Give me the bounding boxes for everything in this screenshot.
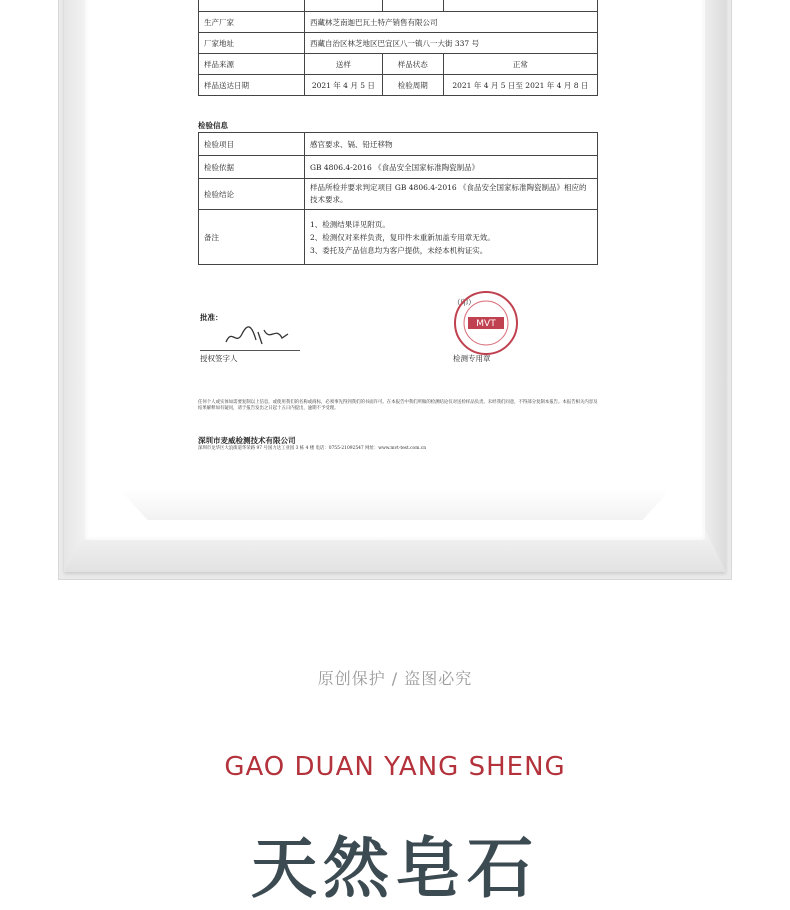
remark-line: 1、检测结果详见附页。 [310, 219, 390, 229]
sample-info-table [198, 0, 598, 96]
inspection-info-table [198, 132, 598, 265]
table-row [199, 156, 598, 179]
table-row [199, 54, 598, 75]
table-row [199, 0, 598, 12]
table-cell [382, 0, 443, 12]
table-row [199, 75, 598, 96]
table-cell: GB 4806.4-2016 《食品安全国家标准陶瓷制品》 [305, 156, 598, 179]
table-cell: 感官要求、镉、铅迁移物 [305, 133, 598, 156]
table-cell: 2021 年 4 月 5 日至 2021 年 4 月 8 日 [443, 75, 597, 96]
handwritten-signature [222, 320, 292, 350]
remark-line: 2、检测仅对来样负责，复印件未重新加盖专用章无效。 [310, 232, 495, 242]
table-cell: 检验项目 [199, 133, 305, 156]
table-row [199, 179, 598, 210]
table-cell: 样品状态 [382, 54, 443, 75]
table-cell: 样品送达日期 [199, 75, 305, 96]
table-cell: 检验依据 [199, 156, 305, 179]
table-cell: 2021 年 4 月 5 日 [305, 75, 383, 96]
table-cell: 送样 [305, 54, 383, 75]
table-cell [305, 0, 383, 12]
table-cell: 检验结论 [199, 179, 305, 210]
stamp-top-label: （印） [453, 298, 476, 307]
official-seal [446, 290, 526, 360]
fine-print: 任何个人或实体如需要复制以上信息，或使用我们的名称或商标，必须事先得到我们的书面许可。在本报告中我们所做的检测结论仅对送检样品负责。未经我们同意，不得部分复制本报告。本报告相关内容及结果解释如有疑问，请于报告发出之日起十五日内提出，逾期不予受理。 [198, 400, 598, 411]
table-cell [443, 0, 597, 12]
table-row [199, 12, 598, 33]
section-title: 检验信息 [198, 121, 228, 130]
table-cell: 西藏自治区林芝地区巴宜区八一镇八一大街 337 号 [305, 33, 598, 54]
table-cell: 样品所检并要求判定项目 GB 4806.4-2016 《食品安全国家标准陶瓷制品》相应的技术要求。 [305, 179, 598, 210]
table-row [199, 33, 598, 54]
table-row [199, 210, 598, 265]
page-title: 天然皂石 [251, 829, 539, 907]
company-address: 深圳市龙华区大浪街道华荣路 97 号国力达工业园 3 栋 4 楼 电话：0755-21092547 网址：www.mvt-test.com.cn [198, 446, 427, 451]
table-cell: 检验周期 [382, 75, 443, 96]
company-name: 深圳市麦威检测技术有限公司 [198, 436, 296, 445]
table-cell: 生产厂家 [199, 12, 305, 33]
approve-label: 批准： [200, 313, 223, 322]
table-cell: 厂家地址 [199, 33, 305, 54]
signer-label: 授权签字人 [200, 354, 238, 363]
table-cell: 备注 [199, 210, 305, 265]
table-row [199, 133, 598, 156]
table-cell: 正常 [443, 54, 597, 75]
paper-shadow [120, 490, 670, 520]
table-cell [305, 210, 598, 265]
copyright-notice: 原创保护 / 盗图必究 [317, 669, 473, 688]
remark-line: 3、委托及产品信息均为客户提供，未经本机构证实。 [310, 245, 488, 255]
signature-line [200, 350, 300, 351]
pinyin-heading: GAO DUAN YANG SHENG [224, 752, 566, 782]
seal-text: MVT [476, 319, 496, 329]
table-cell [199, 0, 305, 12]
stamp-label: 检测专用章 [453, 354, 491, 363]
table-cell: 样品来源 [199, 54, 305, 75]
table-cell: 西藏林芝南迦巴瓦土特产销售有限公司 [305, 12, 598, 33]
